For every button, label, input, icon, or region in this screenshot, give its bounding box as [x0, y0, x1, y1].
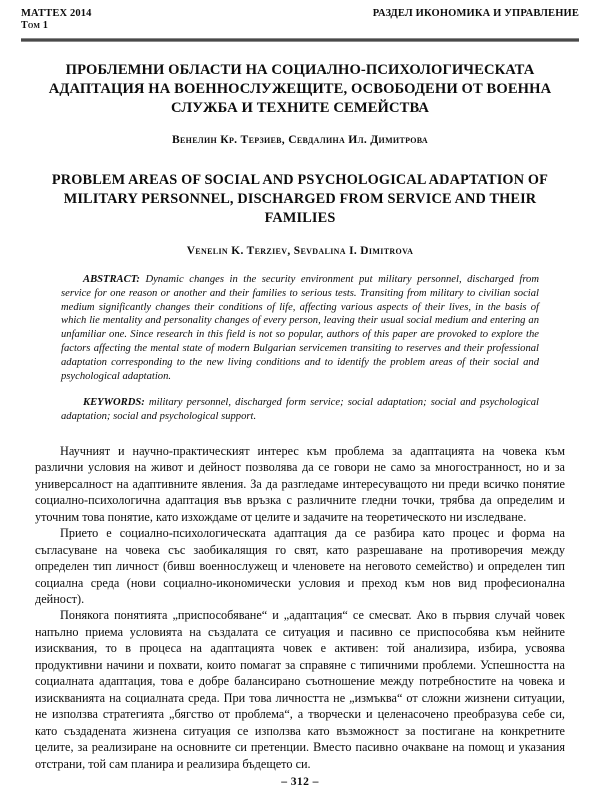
body-paragraph: Научният и научно-практическият интерес към проблема за адаптацията на човека към различни условия на живот и дейност позволява да се говори не само за многостранност, но и за универсалност на адаптивните явления. За да разгледаме интересуващото ни преди всичко понятие социално-психологична адаптация във връзка с различните гледни точки, трябва да определим и уточним това понятие, като изхождаме от целите и задачите на теоретическото ни изследване. [35, 443, 565, 524]
body-paragraph: Понякога понятията „приспособяване“ и „адаптация“ се смесват. Ако в първия случай човек напълно приема условията на създалата се ситуация и пасивно се приспособява към нейните изисквания, то в процеса на адаптацията човек е активен: той анализира, избира, усвоява продуктивни начини и похвати, които помагат за справяне с типичними проблеми. Успешността на социалната адаптация, това е добре балансирано съотношение между потребностите на човека и изискванията на социалната среда. При това личността не „измъква“ от сложни жизнени ситуации, не използва стратегията „бягство от проблема“, а творчески и целенасочено преобразува себе си, като създадената жизнена ситуация се използва като възможност за постигане на конкретните целите, за реализиране на основните си претенции. Вместо пасивно очакване на помощ и указания отстрани, той сам планира и реализира бъдещето си. [35, 608, 565, 771]
running-head-left [21, 7, 92, 33]
section-label: РАЗДЕЛ ИКОНОМИКА И УПРАВЛЕНИЕ [372, 8, 579, 19]
keywords-paragraph [61, 396, 539, 424]
body-paragraph: Прието е социално-психологическата адаптация да се разбира като процес и форма на съгласуване на човека със заобикалящия го свят, като разрешаване на противоречия между определен тип личност (бивш военнослужещ и членовете на неговото семейство) и определен тип социална среда (нови социално-икономически условия и преход към нов вид професионална дейност). [35, 526, 565, 607]
abstract-label: ABSTRACT: [83, 274, 140, 286]
journal-name: MATTEX 2014 [21, 8, 92, 19]
body-block [35, 443, 565, 772]
keywords-text: military personnel, discharged form service; social adaptation; social and psychological adaptation; social and psychological support. [61, 397, 539, 423]
running-head-right [373, 7, 579, 20]
article-authors-english: Venelin K. Terziev, Sevdalina I. Dimitrova [186, 245, 414, 258]
volume-label: Том 1 [21, 20, 48, 32]
running-head [21, 7, 579, 33]
article-authors-bulgarian: Венелин Кр. Терзиев, Севдалина Ил. Димитрова [172, 133, 428, 147]
header-divider [21, 38, 579, 42]
page-number: – 312 – [281, 775, 319, 788]
abstract-block [61, 273, 539, 424]
article-title-english: PROBLEM AREAS OF SOCIAL AND PSYCHOLOGICAL ADAPTATION OF MILITARY PERSONNEL, DISCHARGED FROM SERVICE AND THEIR FAMILIES [51, 172, 549, 227]
article-title-bulgarian: ПРОБЛЕМНИ ОБЛАСТИ НА СОЦИАЛНО-ПСИХОЛОГИЧЕСКАТА АДАПТАЦИЯ НА ВОЕННОСЛУЖЕЩИТЕ, ОСВОБОДЕНИ ОТ ВОЕННА СЛУЖБА И ТЕХНИТЕ СЕМЕЙСТВА [48, 61, 552, 117]
abstract-text: Dynamic changes in the security environment put military personnel, discharged from service for one reason or another and their families to serious tests. Transiting from military to civilian social medium significantly changes their conditions of life, affecting various aspects of their lives, in the basis of which lie mentality and personality changes of every person, leaving their usual social medium and entering an unfamiliar one. Since research in this field is not so popular, authors of this paper are provoked to explore the factors affecting the mental state of modern Bulgarian servicemen transiting to reserves and their professional adaptation corresponding to the new living conditions and to identify the problem areas of their social and psychological adaptation. [61, 274, 539, 382]
abstract-paragraph [61, 273, 539, 383]
keywords-label: KEYWORDS: [83, 397, 145, 409]
